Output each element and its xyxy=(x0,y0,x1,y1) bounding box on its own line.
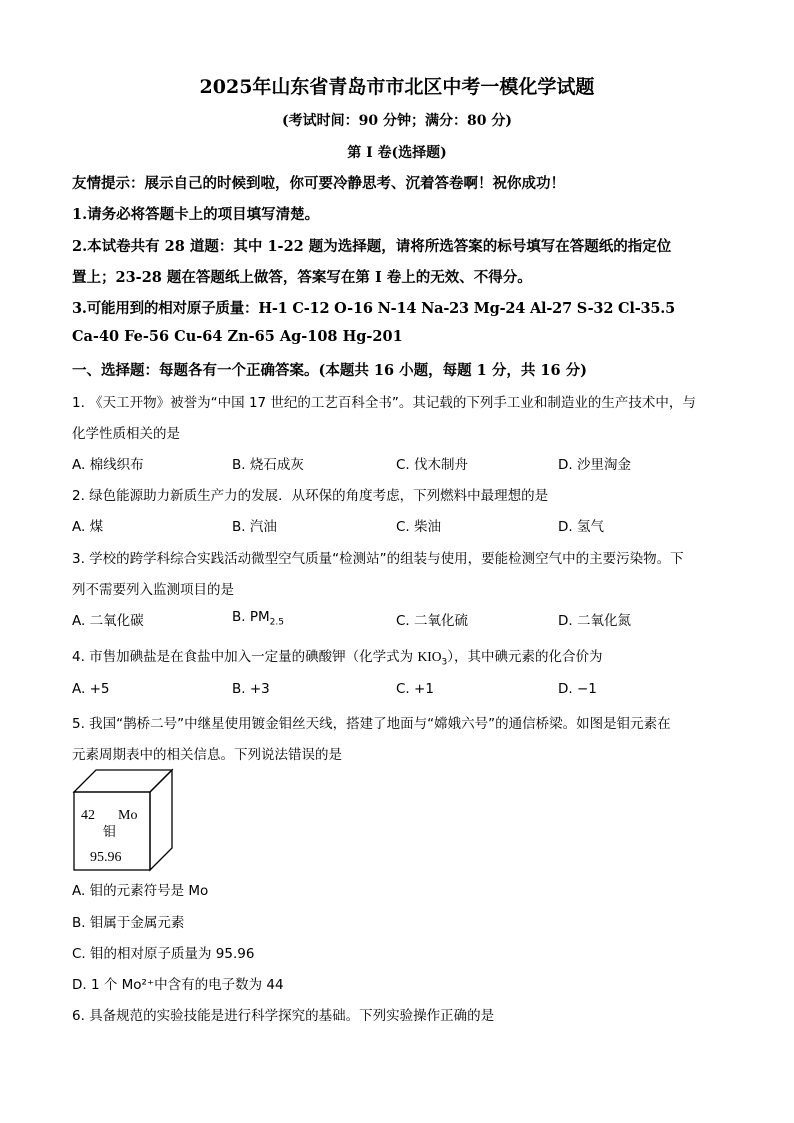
question-5-line-2: 元素周期表中的相关信息。下列说法错误的是 xyxy=(72,747,342,763)
element-tile-molybdenum xyxy=(72,768,174,872)
option-b: B. 汽油 xyxy=(232,519,277,535)
question-4-formula: KIO xyxy=(417,649,442,664)
option-d: D. −1 xyxy=(558,681,597,697)
section-heading: 第 I 卷(选择题) xyxy=(347,145,447,161)
cube-top-face xyxy=(74,770,172,792)
option-c: C. 柴油 xyxy=(396,519,442,535)
note-2-line-1: 2.本试卷共有 28 道题：其中 1-22 题为选择题，请将所选答案的标号填写在答题纸的指定位 xyxy=(72,238,672,255)
option-d: D. 二氧化氮 xyxy=(558,613,631,629)
element-atomic-mass: 95.96 xyxy=(90,850,122,865)
exam-info: (考试时间：90 分钟；满分：80 分) xyxy=(282,113,512,129)
option-b: B. +3 xyxy=(232,681,270,697)
question-5-line-1: 5. 我国“鹊桥二号”中继星使用镀金钼丝天线，搭建了地面与“嫦娥六号”的通信桥梁。如图是钼元素在 xyxy=(72,716,671,732)
question-4-text-pre: 4. 市售加碘盐是在食盐中加入一定量的碘酸钾（化学式为 xyxy=(72,649,418,665)
question-4-formula-subscript: 3 xyxy=(441,657,448,668)
note-3-line-1: 3.可能用到的相对原子质量：H-1 C-12 O-16 N-14 Na-23 Mg-24 Al-27 S-32 Cl-35.5 xyxy=(72,300,676,317)
option-d: D. 氢气 xyxy=(558,519,604,535)
option-a: A. 棉线织布 xyxy=(72,457,144,473)
question-1-line-2: 化学性质相关的是 xyxy=(72,426,180,442)
question-3-line-2: 列不需要列入监测项目的是 xyxy=(72,582,234,598)
question-4-text-post: ），其中碘元素的化合价为 xyxy=(447,649,603,665)
question-2-line-1: 2. 绿色能源助力新质生产力的发展．从环保的角度考虑，下列燃料中最理想的是 xyxy=(72,488,549,504)
option-c: C. 二氧化硫 xyxy=(396,613,469,629)
element-symbol: Mo xyxy=(118,808,138,823)
question-5-option-c: C. 钼的相对原子质量为 95.96 xyxy=(72,946,255,962)
friendly-tip: 友情提示：展示自己的时候到啦，你可要冷静思考、沉着答卷啊！祝你成功！ xyxy=(72,175,565,192)
question-1-line-1: 1. 《天工开物》被誉为“中国 17 世纪的工艺百科全书”。其记载的下列手工业和制造业的生产技术中，与 xyxy=(72,395,696,411)
element-atomic-number: 42 xyxy=(81,808,95,823)
page-title: 2025年山东省青岛市市北区中考一模化学试题 xyxy=(199,76,595,98)
option-b-text: B. PM xyxy=(232,609,270,625)
note-2-line-2: 置上；23-28 题在答题纸上做答，答案写在第 I 卷上的无效、不得分。 xyxy=(72,269,532,286)
question-4-line-1 xyxy=(72,645,602,668)
option-b: B. 烧石成灰 xyxy=(232,457,304,473)
option-d: D. 沙里淘金 xyxy=(558,457,631,473)
option-c: C. +1 xyxy=(396,681,434,697)
part-1-heading: 一、选择题：每题各有一个正确答案。(本题共 16 小题，每题 1 分，共 16 分) xyxy=(72,362,587,379)
question-6-line-1: 6. 具备规范的实验技能是进行科学探究的基础。下列实验操作正确的是 xyxy=(72,1008,495,1024)
question-5-option-a: A. 钼的元素符号是 Mo xyxy=(72,883,209,899)
cube-side-face xyxy=(150,770,172,870)
note-3-line-2: Ca-40 Fe-56 Cu-64 Zn-65 Ag-108 Hg-201 xyxy=(72,328,403,345)
option-a: A. +5 xyxy=(72,681,110,697)
element-name: 钼 xyxy=(103,825,117,840)
option-a: A. 二氧化碳 xyxy=(72,613,144,629)
question-5-option-d: D. 1 个 Mo²⁺中含有的电子数为 44 xyxy=(72,977,284,993)
question-5-option-b: B. 钼属于金属元素 xyxy=(72,915,185,931)
option-b xyxy=(232,609,284,628)
option-a: A. 煤 xyxy=(72,519,104,535)
pm-subscript: 2.5 xyxy=(269,617,284,628)
question-3-line-1: 3. 学校的跨学科综合实践活动微型空气质量“检测站”的组装与使用，要能检测空气中的主要污染物。下 xyxy=(72,551,684,567)
note-1: 1.请务必将答题卡上的项目填写清楚。 xyxy=(72,206,320,223)
option-c: C. 伐木制舟 xyxy=(396,457,469,473)
